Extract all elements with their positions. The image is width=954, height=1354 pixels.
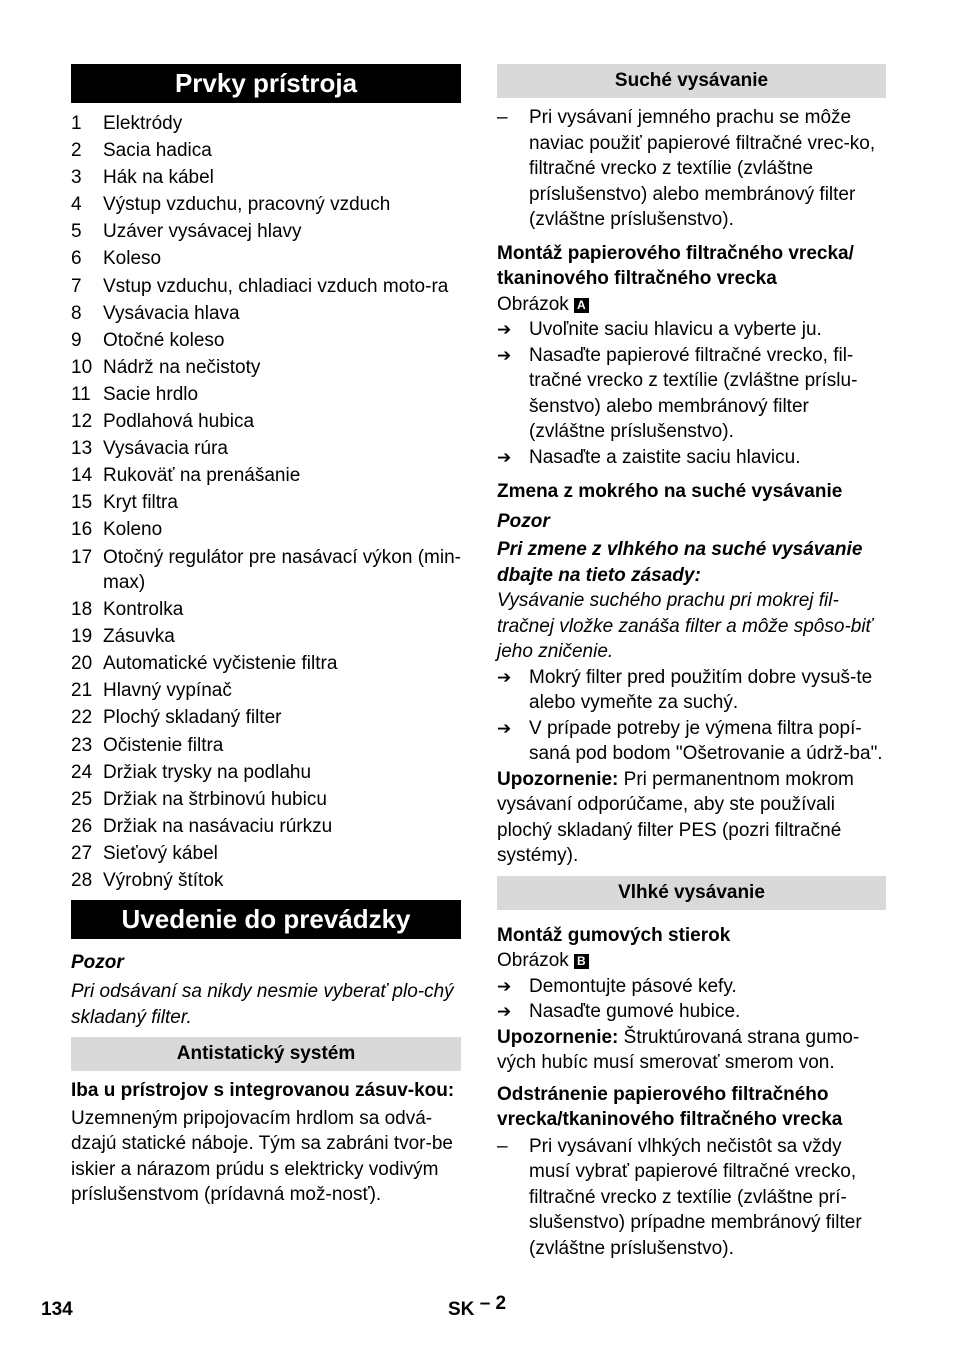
list-item: [71, 219, 461, 245]
change-dry-heading: Zmena z mokrého na suché vysávanie: [497, 481, 843, 502]
item-text: Koleno: [103, 519, 163, 541]
item-number: 9: [71, 329, 82, 351]
left-column: [71, 64, 461, 1208]
remove-filter-heading: Odstránenie papierového filtračného vrecka/tkaninového filtračného vrecka: [497, 1083, 843, 1130]
change-steps-list: [497, 665, 886, 767]
item-text: Vysávacia rúra: [103, 438, 228, 460]
item-number: 5: [71, 221, 82, 243]
antistatic-condition: Iba u prístrojov s integrovanou zásuv-kou:: [71, 1080, 455, 1102]
step-text: Uvoľnite saciu hlavicu a vyberte ju.: [529, 319, 822, 340]
list-item: [71, 111, 461, 137]
item-number: 3: [71, 167, 82, 189]
item-number: 22: [71, 707, 93, 729]
list-item: [71, 651, 461, 677]
item-text: Uzáver vysávacej hlavy: [103, 221, 302, 243]
item-number: 11: [71, 383, 91, 405]
list-item: [71, 165, 461, 191]
list-item: [497, 999, 886, 1025]
step-text: V prípade potreby je výmena filtra popí-saná pod bodom "Ošetrovanie a údrž-ba".: [529, 717, 883, 764]
section-heading-startup: Uvedenie do prevádzky: [71, 900, 461, 939]
item-number: 20: [71, 653, 93, 675]
caution-text: Pri odsávaní sa nikdy nesmie vyberať plo-chý skladaný filter.: [71, 981, 454, 1028]
item-number: 26: [71, 815, 93, 837]
item-number: 15: [71, 492, 93, 514]
item-number: 17: [71, 546, 93, 568]
item-text: Držiak na štrbinovú hubicu: [103, 788, 327, 810]
arrow-right-icon: ➔: [497, 320, 512, 339]
arrow-right-icon: ➔: [497, 667, 512, 687]
note-rubber: [497, 1025, 886, 1076]
list-item: [71, 787, 461, 813]
item-number: 4: [71, 194, 82, 216]
right-column: [497, 64, 886, 1261]
footer-lang: SK: [448, 1299, 475, 1320]
arrow-right-icon: ➔: [497, 1002, 512, 1021]
figure-ref-b: [497, 948, 886, 974]
list-item: [71, 814, 461, 840]
step-text: Nasaďte gumové hubice.: [529, 1001, 741, 1022]
list-item: [71, 138, 461, 164]
item-text: Výrobný štítok: [103, 870, 224, 892]
subheading-wet-vacuuming: Vlhké vysávanie: [497, 876, 886, 910]
list-item: [71, 597, 461, 623]
list-item: [71, 760, 461, 786]
footer-section-number: – 2: [479, 1293, 507, 1314]
note-label: Upozornenie:: [497, 768, 619, 790]
dash-marker-2: –: [497, 1135, 508, 1157]
list-item: [497, 445, 886, 471]
item-text: Vysávacia hlava: [103, 302, 240, 324]
arrow-right-icon: ➔: [497, 345, 512, 365]
step-text: Nasaďte a zaistite saciu hlavicu.: [529, 446, 801, 468]
item-number: 24: [71, 761, 93, 783]
dry-dash-text: Pri vysávaní jemného prachu se môže naviac použiť papierové filtračné vrec-ko, filtračné vrecko z textílie (zvláštne príslušenstvo) alebo membránový filter (zvláštne príslušenstvo).: [529, 107, 876, 230]
subheading-antistatic: Antistatický systém: [71, 1037, 461, 1071]
list-item: [497, 317, 886, 343]
item-text: Zásuvka: [103, 626, 175, 648]
caution-label: Pozor: [71, 951, 124, 973]
list-item: [71, 868, 461, 894]
item-number: 8: [71, 302, 82, 324]
list-item: [71, 382, 461, 408]
item-text: Sacie hrdlo: [103, 383, 199, 405]
item-text: Nádrž na nečistoty: [103, 356, 261, 378]
item-text: Otočný regulátor pre nasávací výkon (min-max): [103, 546, 461, 593]
list-item: [71, 274, 461, 300]
parts-list: [71, 111, 461, 894]
dash-marker: –: [497, 107, 508, 128]
item-number: 6: [71, 248, 82, 270]
item-text: Držiak na nasávaciu rúrkzu: [103, 815, 333, 837]
remove-dash-item: [497, 1134, 886, 1262]
list-item: [71, 841, 461, 867]
note-permanent-wet: [497, 767, 886, 869]
item-number: 25: [71, 788, 93, 810]
list-item: [71, 192, 461, 218]
list-item: [71, 705, 461, 731]
item-number: 28: [71, 870, 93, 892]
item-number: 19: [71, 626, 93, 648]
figure-label-b: Obrázok: [497, 950, 569, 971]
list-item: [71, 545, 461, 596]
step-text: Nasaďte papierové filtračné vrecko, fil-tračné vrecko z textílie (zvláštne príslu-šenstvo) alebo membránový filter (zvláštne príslušenstvo).: [529, 344, 858, 442]
remove-dash-text: Pri vysávaní vlhkých nečistôt sa vždy musí vybrať papierové filtračné vrecko, filtračné vrecko z textílie (zvláštne prí-slušenstvo) prípadne membránový filter (zvláštne príslušenstvo).: [529, 1135, 862, 1259]
item-number: 14: [71, 465, 93, 487]
item-number: 12: [71, 411, 93, 433]
item-text: Držiak trysky na podlahu: [103, 761, 312, 783]
list-item: [71, 409, 461, 435]
list-item: [71, 328, 461, 354]
item-text: Očistenie filtra: [103, 734, 224, 756]
item-text: Plochý skladaný filter: [103, 707, 282, 729]
item-text: Výstup vzduchu, pracovný vzduch: [103, 194, 391, 216]
item-text: Kryt filtra: [103, 492, 178, 514]
item-text: Sieťový kábel: [103, 842, 218, 864]
list-item: [71, 355, 461, 381]
subheading-dry-vacuuming: Suché vysávanie: [497, 64, 886, 98]
item-text: Koleso: [103, 248, 162, 270]
item-text: Hlavný vypínač: [103, 680, 232, 702]
item-number: 10: [71, 356, 93, 378]
item-text: Hák na kábel: [103, 167, 214, 189]
list-item: [71, 301, 461, 327]
list-item: [71, 463, 461, 489]
mount-steps-list: [497, 317, 886, 470]
item-text: Vstup vzduchu, chladiaci vzduch moto-ra: [103, 275, 449, 297]
figure-b-badge: B: [574, 954, 589, 969]
item-text: Sacia hadica: [103, 140, 212, 162]
item-text: Rukoväť na prenášanie: [103, 465, 301, 487]
mount-filter-heading: Montáž papierového filtračného vrecka/ tkaninového filtračného vrecka: [497, 242, 854, 289]
caution-bold-text: Pri zmene z vlhkého na suché vysávanie dbajte na tieto zásady:: [497, 539, 863, 586]
page-number: 134: [41, 1299, 73, 1320]
item-text: Podlahová hubica: [103, 411, 255, 433]
item-number: 2: [71, 140, 82, 162]
list-item: [71, 246, 461, 272]
list-item: [71, 517, 461, 543]
list-item: [71, 490, 461, 516]
section-heading-device-parts: Prvky prístroja: [71, 64, 461, 103]
item-text: Elektródy: [103, 113, 183, 134]
list-item: [71, 436, 461, 462]
list-item: [71, 678, 461, 704]
figure-ref-a: [497, 292, 886, 318]
step-text: Demontujte pásové kefy.: [529, 975, 737, 997]
list-item: [497, 716, 886, 767]
item-number: 27: [71, 842, 93, 864]
dry-dash-item: [497, 105, 886, 233]
note-text: Pri permanentnom mokrom vysávaní odporúčame, aby ste používali plochý skladaný filter PES (pozri filtračné systémy).: [497, 768, 854, 866]
item-text: Kontrolka: [103, 599, 184, 621]
item-number: 16: [71, 519, 93, 541]
step-text: Mokrý filter pred použitím dobre vysuš-te alebo vymeňte za suchý.: [529, 666, 873, 713]
rubber-lips-heading: Montáž gumových stierok: [497, 924, 731, 946]
list-item: [71, 733, 461, 759]
list-item: [497, 974, 886, 1000]
item-number: 1: [71, 113, 82, 134]
list-item: [71, 624, 461, 650]
arrow-right-icon: ➔: [497, 976, 512, 996]
item-number: 21: [71, 680, 93, 702]
item-text: Otočné koleso: [103, 329, 225, 351]
figure-a-badge: A: [574, 298, 589, 313]
item-number: 13: [71, 438, 93, 460]
footer-section: [448, 1293, 507, 1323]
list-item: [497, 343, 886, 445]
item-number: 23: [71, 734, 93, 756]
note-text-2: Štruktúrovaná strana gumo-vých hubíc musí smerovať smerom von.: [497, 1026, 860, 1073]
caution-italic-text: Vysávanie suchého prachu pri mokrej fil-tračnej vložke zanáša filter a môže spôso-biť jeho zničenie.: [497, 590, 873, 662]
caution-label-right: Pozor: [497, 510, 550, 532]
list-item: [497, 665, 886, 716]
arrow-right-icon: ➔: [497, 447, 512, 467]
rubber-steps-list: [497, 974, 886, 1025]
item-number: 18: [71, 599, 93, 621]
note-label-2: Upozornenie:: [497, 1026, 619, 1048]
arrow-right-icon: ➔: [497, 718, 512, 738]
item-text: Automatické vyčistenie filtra: [103, 653, 338, 675]
antistatic-text: Uzemneným pripojovacím hrdlom sa odvá-dzajú statické náboje. Tým sa zabráni tvor-be iskier a nárazom prúdu s elektricky vodivým príslušenstvom (prídavná mož-nosť).: [71, 1107, 453, 1206]
item-number: 7: [71, 275, 82, 297]
figure-label: Obrázok: [497, 293, 569, 315]
